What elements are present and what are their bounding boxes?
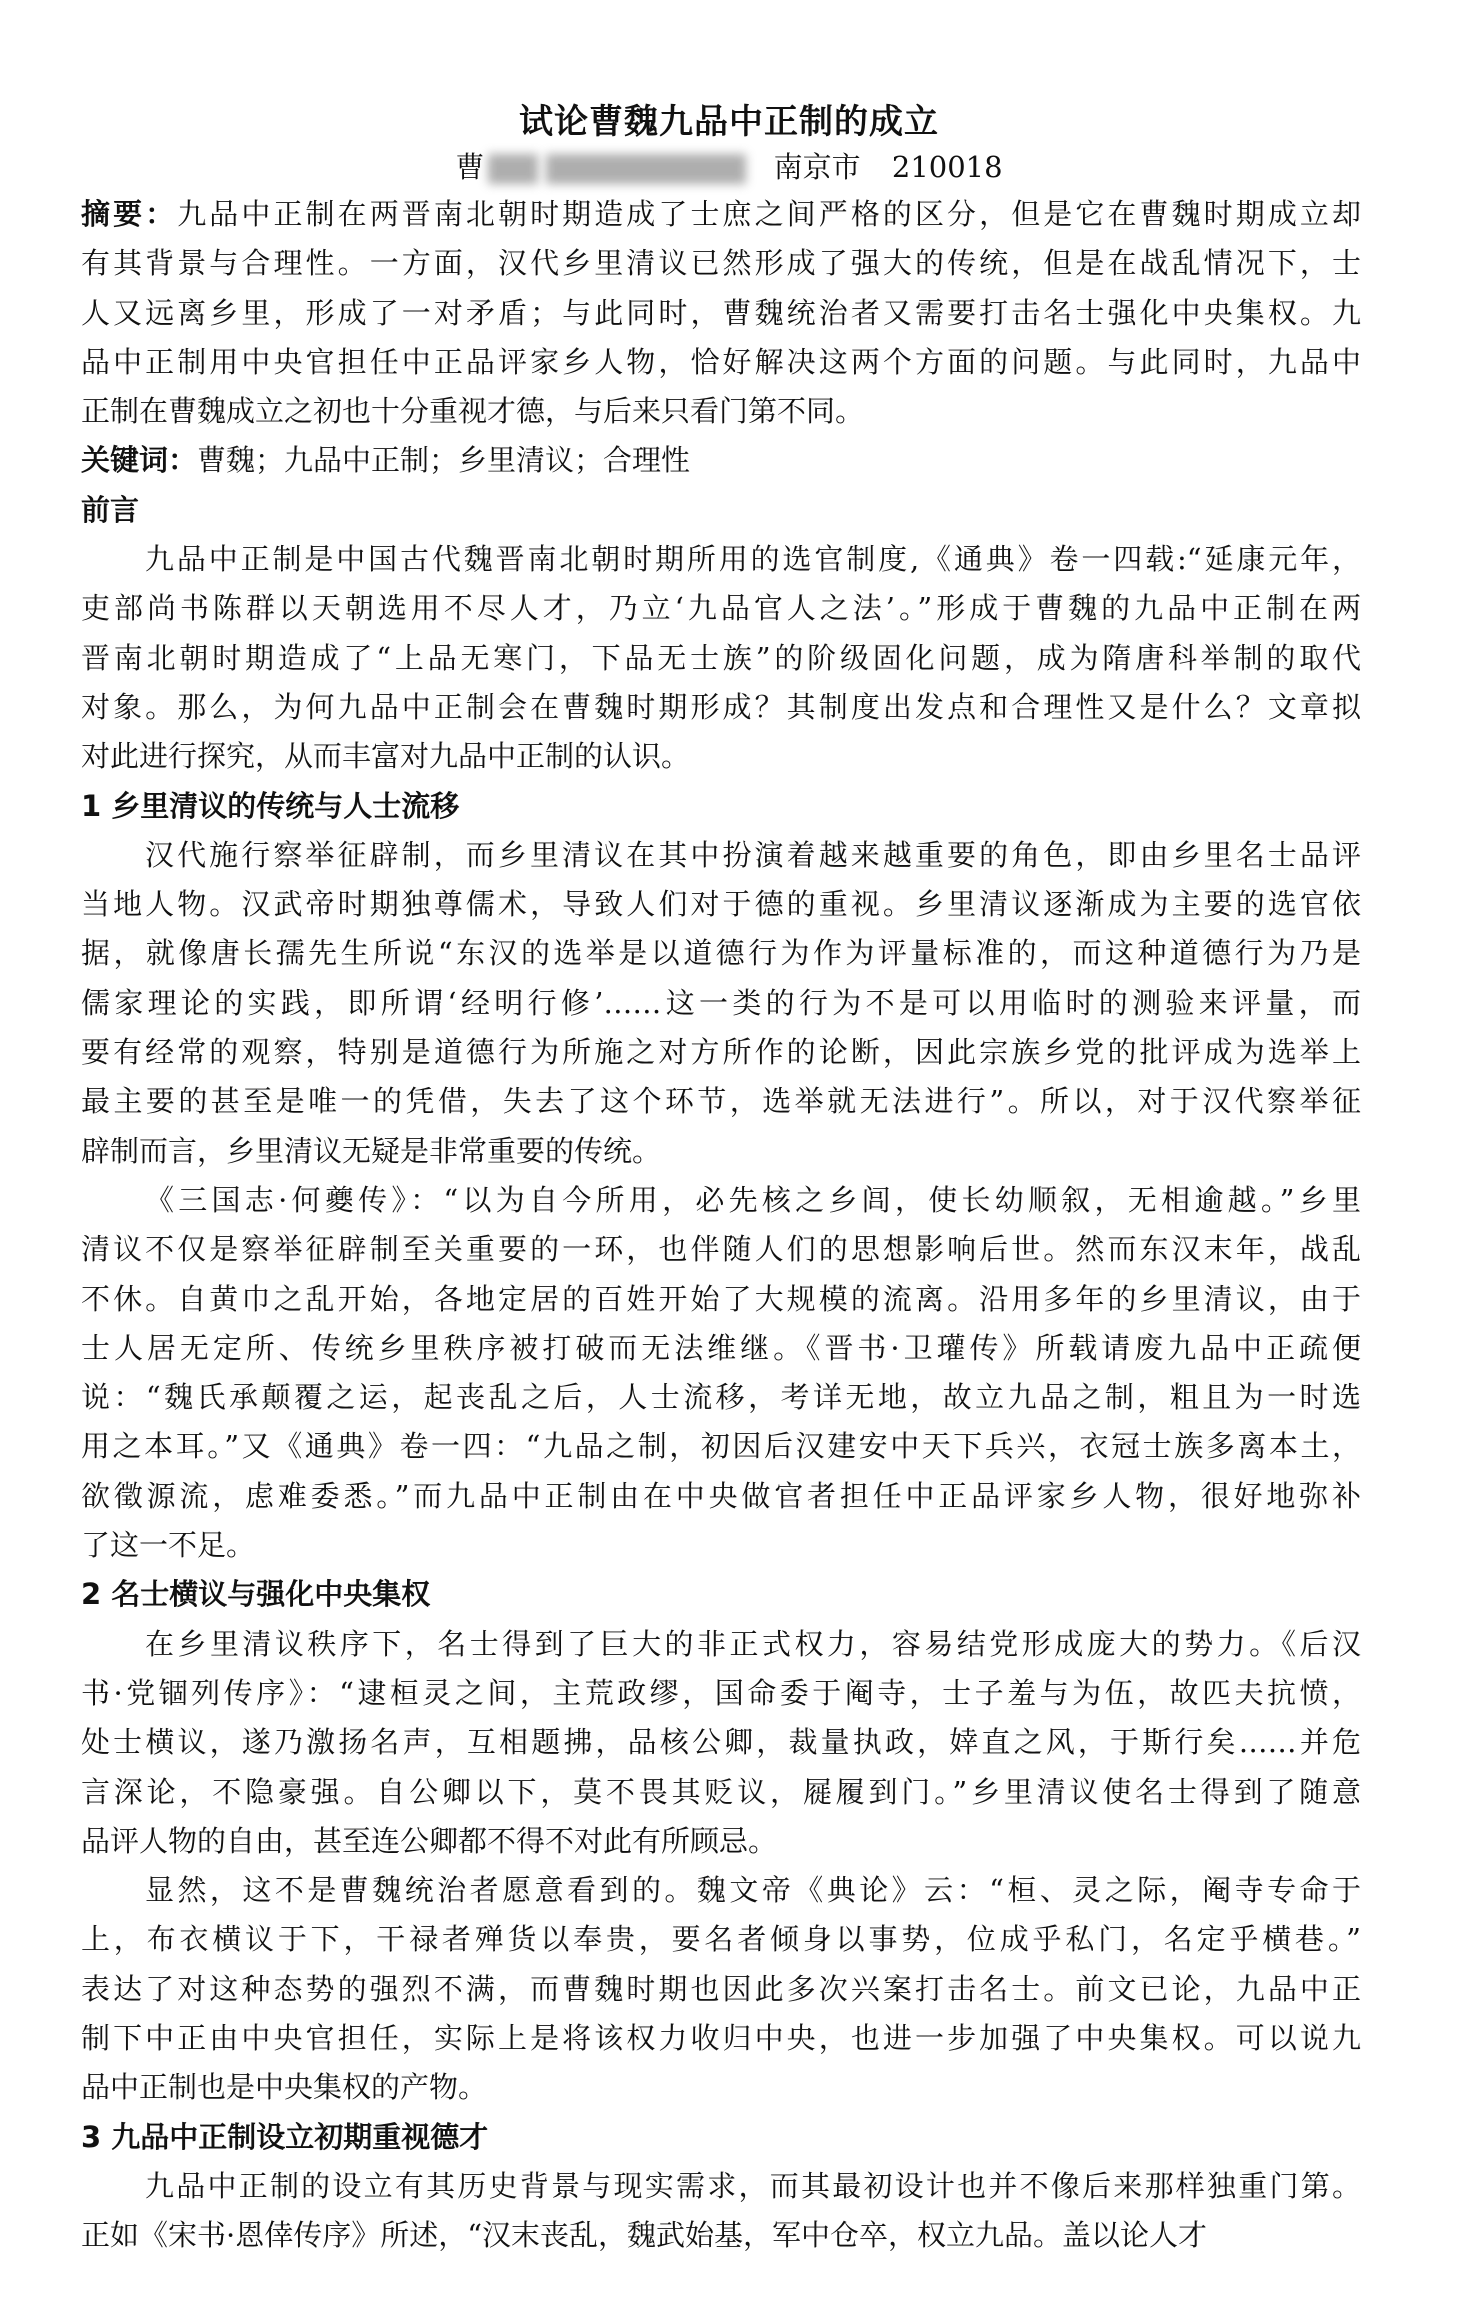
- paragraph-line: 品中正制也是中央集权的产物。: [81, 2070, 488, 2105]
- paragraph-line: 品评人物的自由，甚至连公卿都不得不对此有所顾忌。: [81, 1823, 778, 1858]
- section-heading: 1 乡里清议的传统与人士流移: [81, 788, 460, 823]
- keywords-line: [81, 436, 1361, 485]
- paragraph-line: 书·党锢列传序》：“逮桓灵之间，主荒政缪，国命委于阉寺，士子羞与为伍，故匹夫抗愤，: [81, 1675, 1361, 1710]
- document-body: [81, 190, 1361, 2260]
- paragraph-line: 用之本耳。”又《通典》卷一四：“九品之制，初因后汉建安中天下兵兴，衣冠士族多离本土，: [81, 1429, 1361, 1464]
- paragraph-line: 正如《宋书·恩倖传序》所述，“汉末丧乱，魏武始基，军中仓卒，权立九品。盖以论人才: [81, 2218, 1208, 2253]
- paragraph-line: 士人居无定所、传统乡里秩序被打破而无法维继。《晋书·卫瓘传》所载请废九品中正疏便: [81, 1330, 1361, 1365]
- redacted-name: [488, 154, 538, 184]
- section-heading: 3 九品中正制设立初期重视德才: [81, 2119, 489, 2154]
- paragraph-line: 儒家理论的实践，即所谓‘经明行修’……这一类的行为不是可以用临时的测验来评量，而: [81, 985, 1361, 1020]
- paragraph-line: 处士横议，遂乃激扬名声，互相题拂，品核公卿，裁量执政，婞直之风，于斯行矣……并危: [81, 1725, 1361, 1760]
- section-heading: 前言: [81, 492, 140, 527]
- paragraph-line: 说：“魏氏承颠覆之运，起丧乱之后，人士流移，考详无地，故立九品之制，粗且为一时选: [81, 1380, 1361, 1415]
- keywords-text: 曹魏；九品中正制；乡里清议；合理性: [197, 443, 691, 478]
- paragraph-line: 清议不仅是察举征辟制至关重要的一环，也伴随人们的思想影响后世。然而东汉末年，战乱: [81, 1232, 1361, 1267]
- author-city: 南京市: [773, 150, 861, 184]
- author-line: [0, 146, 1458, 188]
- paragraph-line: 九品中正制是中国古代魏晋南北朝时期所用的选官制度,《通典》卷一四载:“延康元年，: [145, 542, 1361, 577]
- paragraph-line: 欲徵源流，虑难委悉。”而九品中正制由在中央做官者担任中正品评家乡人物，很好地弥补: [81, 1478, 1361, 1513]
- paragraph-line: 晋南北朝时期造成了“上品无寒门，下品无士族”的阶级固化问题，成为隋唐科举制的取代: [81, 640, 1361, 675]
- abstract-text: 品中正制用中央官担任中正品评家乡人物，恰好解决这两个方面的问题。与此同时，九品中: [81, 344, 1361, 379]
- abstract-text: 有其背景与合理性。一方面，汉代乡里清议已然形成了强大的传统，但是在战乱情况下，士: [81, 246, 1361, 281]
- paragraph-line: 吏部尚书陈群以天朝选用不尽人才，乃立‘九品官人之法’。”形成于曹魏的九品中正制在两: [81, 591, 1361, 626]
- abstract-line: [81, 190, 1361, 239]
- paragraph-line: 不休。自黄巾之乱开始，各地定居的百姓开始了大规模的流离。沿用多年的乡里清议，由于: [81, 1281, 1361, 1316]
- paragraph-line: 显然，这不是曹魏统治者愿意看到的。魏文帝《典论》云：“桓、灵之际，阉寺专命于: [145, 1873, 1361, 1908]
- paragraph-line: 表达了对这种态势的强烈不满，而曹魏时期也因此多次兴案打击名士。前文已论，九品中正: [81, 1971, 1361, 2006]
- paragraph-line: 言深论，不隐豪强。自公卿以下，莫不畏其贬议，屣履到门。”乡里清议使名士得到了随意: [81, 1774, 1361, 1809]
- paragraph-line: 在乡里清议秩序下，名士得到了巨大的非正式权力，容易结党形成庞大的势力。《后汉: [145, 1626, 1361, 1661]
- paragraph-line: 《三国志·何夔传》：“以为自今所用，必先核之乡闾，使长幼顺叙，无相逾越。”乡里: [145, 1182, 1361, 1217]
- keywords-label: 关键词：: [81, 443, 198, 478]
- document-title: 试论曹魏九品中正制的成立: [519, 102, 939, 142]
- redacted-affiliation: [546, 154, 746, 184]
- abstract-text: 正制在曹魏成立之初也十分重视才德，与后来只看门第不同。: [81, 394, 865, 429]
- paragraph-line: 上，布衣横议于下，干禄者殚货以奉贵，要名者倾身以事势，位成乎私门，名定乎横巷。”: [81, 1922, 1361, 1957]
- abstract-text: 人又远离乡里，形成了一对矛盾；与此同时，曹魏统治者又需要打击名士强化中央集权。九: [81, 295, 1361, 330]
- paragraph-line: 要有经常的观察，特别是道德行为所施之对方所作的论断，因此宗族乡党的批评成为选举上: [81, 1035, 1361, 1070]
- abstract-text: 九品中正制在两晋南北朝时期造成了士庶之间严格的区分，但是它在曹魏时期成立却: [177, 197, 1361, 231]
- paragraph-line: 据，就像唐长孺先生所说“东汉的选举是以道德行为作为评量标准的，而这种道德行为乃是: [81, 936, 1361, 971]
- paragraph-line: 最主要的甚至是唯一的凭借，失去了这个环节，选举就无法进行”。所以，对于汉代察举征: [81, 1084, 1361, 1119]
- paragraph-line: 制下中正由中央官担任，实际上是将该权力收归中央，也进一步加强了中央集权。可以说九: [81, 2020, 1361, 2055]
- paragraph-line: 对此进行探究，从而丰富对九品中正制的认识。: [81, 739, 691, 774]
- paragraph-line: 九品中正制的设立有其历史背景与现实需求，而其最初设计也并不像后来那样独重门第。: [145, 2168, 1361, 2203]
- abstract-line: [81, 387, 1361, 436]
- paragraph-line: 辟制而言，乡里清议无疑是非常重要的传统。: [81, 1133, 662, 1168]
- abstract-line: [81, 239, 1361, 288]
- author-surname: 曹: [455, 150, 485, 184]
- paragraph-line: 了这一不足。: [81, 1528, 256, 1563]
- abstract-line: [81, 289, 1361, 338]
- abstract-label: 摘要：: [81, 197, 178, 231]
- section-heading: 2 名士横议与强化中央集权: [81, 1577, 431, 1612]
- abstract-line: [81, 338, 1361, 387]
- paragraph-line: 当地人物。汉武帝时期独尊儒术，导致人们对于德的重视。乡里清议逐渐成为主要的选官依: [81, 887, 1361, 922]
- author-postcode: 210018: [891, 150, 1003, 184]
- paragraph-line: 对象。那么，为何九品中正制会在曹魏时期形成？其制度出发点和合理性又是什么？文章拟: [81, 689, 1361, 724]
- paragraph-line: 汉代施行察举征辟制，而乡里清议在其中扮演着越来越重要的角色，即由乡里名士品评: [145, 837, 1361, 872]
